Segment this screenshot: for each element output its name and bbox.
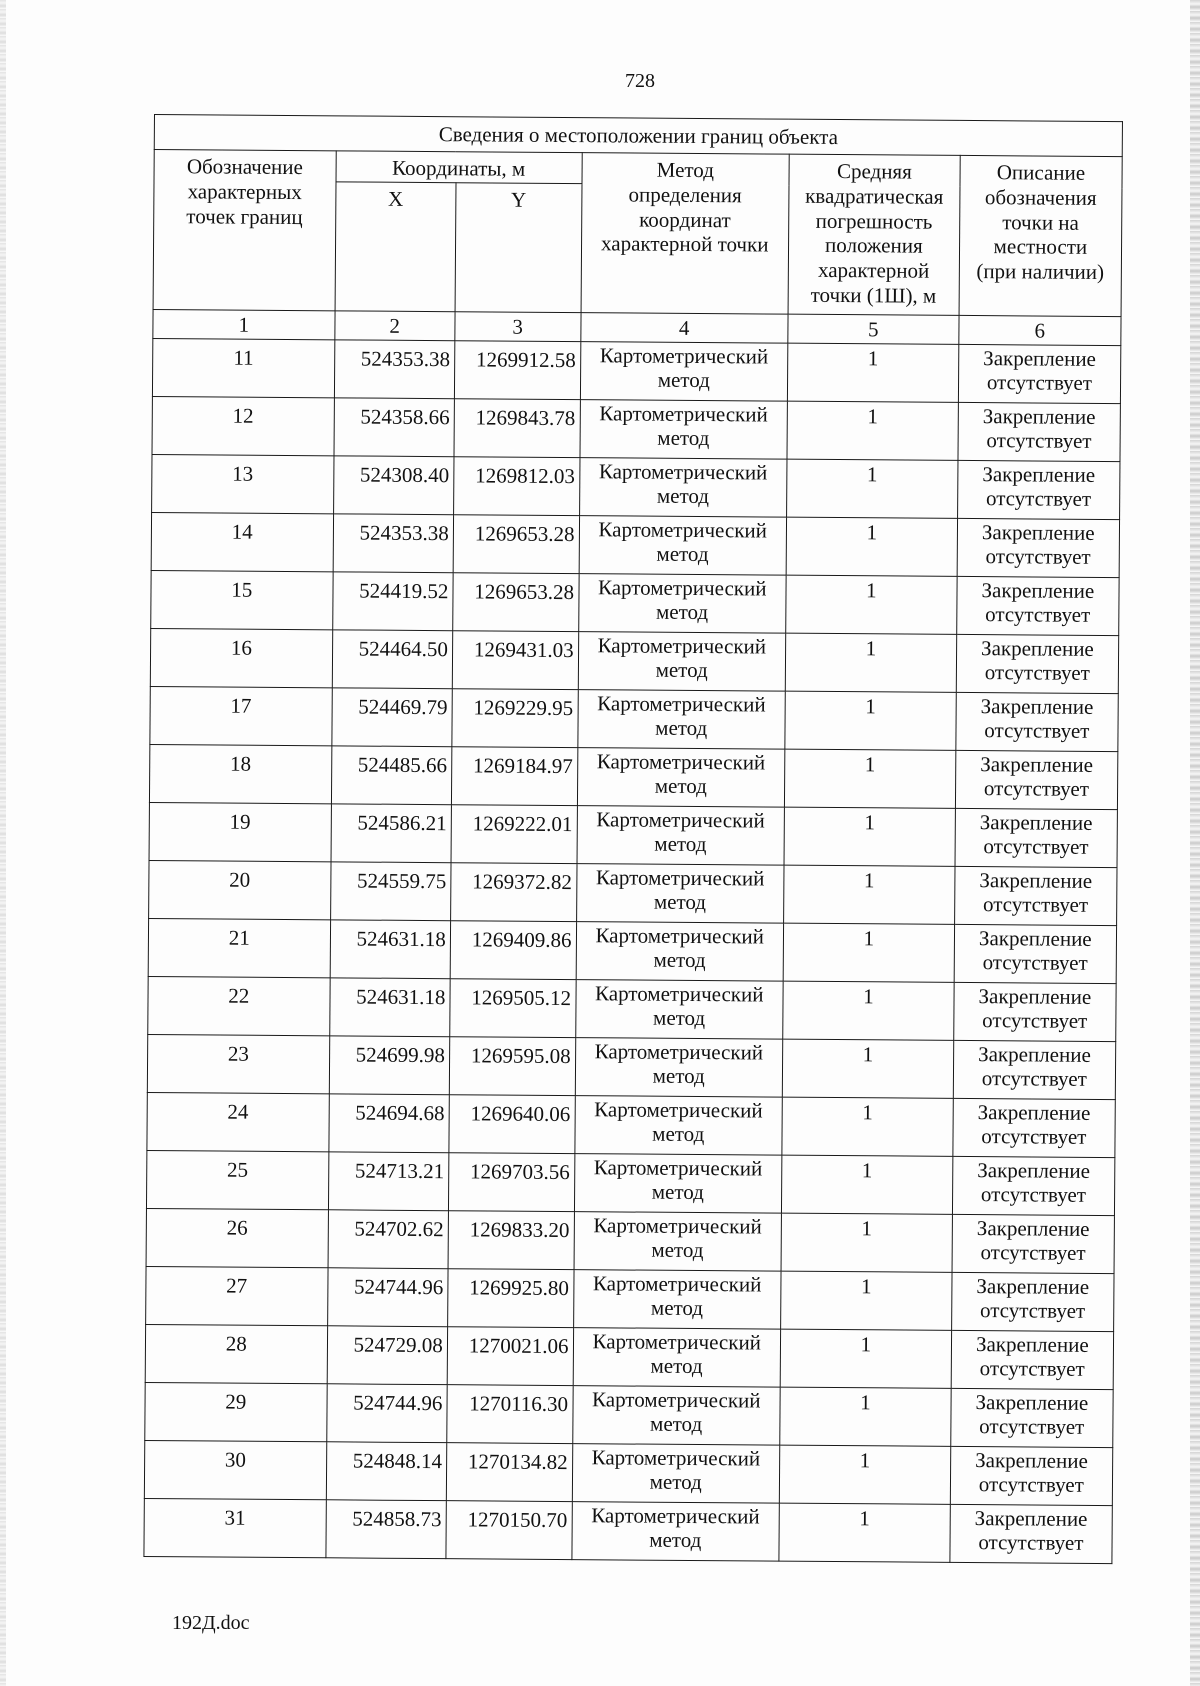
scan-edge-left [0, 0, 6, 1686]
x-coordinate-cell: 524353.38 [334, 340, 455, 399]
column-number: 6 [959, 315, 1121, 345]
description-cell-line: Закрепление [976, 1216, 1090, 1241]
method-cell [577, 806, 785, 866]
table-row [146, 1266, 1114, 1331]
description-cell [950, 1504, 1113, 1563]
y-coordinate-cell: 1269912.58 [454, 341, 580, 400]
point-id-cell: 14 [151, 512, 333, 571]
method-cell [571, 1502, 779, 1562]
column-number: 2 [334, 311, 455, 341]
header-error-line: Средняя [836, 159, 912, 184]
header-method-line: координат [639, 207, 731, 232]
x-coordinate-cell: 524586.21 [331, 804, 452, 863]
description-cell-line: отсутствует [979, 1413, 1085, 1439]
header-error [788, 154, 960, 315]
header-point-line: характерных [187, 179, 302, 204]
method-cell [574, 1154, 782, 1214]
method-cell-line: метод [651, 1237, 704, 1262]
header-point-line: точек границ [186, 203, 303, 229]
point-id-cell: 13 [152, 454, 334, 513]
method-cell [579, 516, 787, 576]
column-number: 1 [153, 309, 335, 339]
error-cell: 1 [779, 1445, 950, 1504]
description-cell-line: Закрепление [980, 694, 1094, 719]
description-cell [953, 1040, 1116, 1099]
description-cell-line: Закрепление [982, 404, 1096, 429]
y-coordinate-cell: 1269653.28 [453, 515, 579, 574]
table-row [145, 1324, 1113, 1389]
header-description-line: обозначения [984, 184, 1097, 210]
description-cell-line: Закрепление [979, 810, 1093, 835]
description-cell [956, 692, 1119, 751]
x-coordinate-cell: 524713.21 [328, 1152, 449, 1211]
method-cell [579, 458, 787, 518]
column-number: 5 [788, 314, 959, 344]
header-description-line: местности [993, 234, 1088, 260]
description-cell [952, 1156, 1115, 1215]
x-coordinate-cell: 524694.68 [328, 1094, 449, 1153]
description-cell [953, 1098, 1116, 1157]
description-cell-line: отсутствует [986, 427, 1092, 453]
method-cell-line: метод [653, 889, 707, 914]
method-cell-line: Картометрический [596, 807, 765, 833]
method-cell-line: метод [654, 773, 707, 798]
point-id-cell: 15 [151, 570, 333, 629]
error-cell: 1 [780, 1329, 951, 1388]
description-cell [956, 576, 1119, 635]
y-coordinate-cell: 1269409.86 [450, 921, 576, 980]
error-cell: 1 [783, 923, 954, 982]
description-cell-line: отсутствует [982, 891, 1089, 917]
point-id-cell: 12 [152, 396, 334, 455]
method-cell-line: метод [651, 1179, 704, 1204]
y-coordinate-cell: 1270150.70 [446, 1501, 572, 1560]
page-number: 728 [625, 70, 655, 92]
header-point [153, 150, 336, 311]
method-cell [573, 1270, 781, 1330]
method-cell [575, 1038, 783, 1098]
boundary-coordinates-table [143, 114, 1123, 1564]
method-cell-line: Картометрический [594, 1097, 763, 1123]
description-cell [957, 518, 1120, 577]
method-cell [573, 1328, 781, 1388]
table-caption: Сведения о местоположении границ объекта [154, 115, 1122, 157]
description-cell [952, 1214, 1115, 1273]
method-cell [580, 400, 788, 460]
y-coordinate-cell: 1269653.28 [453, 573, 579, 632]
error-cell: 1 [779, 1503, 950, 1562]
method-cell-line: метод [656, 541, 709, 566]
description-cell-line: Закрепление [976, 1274, 1090, 1299]
description-cell-line: Закрепление [975, 1332, 1089, 1357]
description-cell-line: отсутствует [984, 717, 1090, 743]
description-cell-line: Закрепление [981, 578, 1095, 603]
description-cell [950, 1446, 1113, 1505]
table-row [151, 512, 1119, 577]
method-cell-line: метод [653, 947, 706, 972]
description-cell [953, 982, 1116, 1041]
method-cell-line: метод [650, 1295, 704, 1320]
description-cell-line: Закрепление [980, 752, 1094, 777]
y-coordinate-cell: 1269372.82 [450, 863, 576, 922]
method-cell-line: метод [650, 1353, 703, 1378]
error-cell: 1 [782, 1097, 953, 1156]
point-id-cell: 29 [145, 1382, 327, 1441]
header-error-line: квадратическая [805, 183, 944, 209]
method-cell-line: Картометрический [599, 401, 768, 427]
method-cell-line: метод [655, 715, 708, 740]
header-description [959, 155, 1122, 316]
error-cell: 1 [781, 1155, 952, 1214]
description-cell-line: отсутствует [981, 1065, 1087, 1091]
point-id-cell: 21 [148, 918, 330, 977]
header-error-line: погрешность [815, 208, 933, 234]
header-coordinates: Координаты, м [336, 151, 582, 184]
point-id-cell: 24 [147, 1092, 329, 1151]
error-cell: 1 [784, 807, 955, 866]
method-cell-line: метод [657, 367, 710, 392]
header-error-line: характерной [817, 257, 930, 283]
error-cell: 1 [787, 343, 958, 402]
point-id-cell: 28 [145, 1324, 327, 1383]
x-coordinate-cell: 524631.18 [329, 978, 450, 1037]
description-cell-line: Закрепление [978, 1042, 1091, 1067]
method-cell [578, 632, 786, 692]
description-cell-line: Закрепление [979, 868, 1093, 893]
header-description-line: Описание [996, 160, 1086, 185]
y-coordinate-cell: 1270021.06 [447, 1327, 573, 1386]
header-description-line: (при наличии) [976, 259, 1105, 285]
x-coordinate-cell: 524699.98 [329, 1036, 450, 1095]
table-row [150, 628, 1118, 693]
method-cell-line: Картометрический [591, 1503, 760, 1529]
method-cell-line: Картометрический [597, 575, 767, 601]
x-coordinate-cell: 524631.18 [330, 920, 451, 979]
method-cell-line: Картометрический [597, 691, 766, 717]
method-cell [578, 574, 786, 634]
header-method-line: характерной точки [601, 231, 769, 257]
point-id-cell: 27 [146, 1266, 328, 1325]
y-coordinate-cell: 1269431.03 [452, 631, 578, 690]
y-coordinate-cell: 1269505.12 [450, 979, 576, 1038]
header-error-line: точки (1Ш), м [810, 282, 937, 308]
method-cell-line: Картометрический [595, 865, 765, 891]
method-cell-line: Картометрический [593, 1155, 763, 1181]
description-cell-line: Закрепление [981, 636, 1094, 661]
method-cell-line: метод [652, 1005, 706, 1030]
x-coordinate-cell: 524848.14 [326, 1442, 447, 1501]
y-coordinate-cell: 1269703.56 [448, 1153, 574, 1212]
description-cell-line: отсутствует [979, 1355, 1085, 1381]
y-coordinate-cell: 1270134.82 [446, 1443, 572, 1502]
x-coordinate-cell: 524419.52 [332, 572, 453, 631]
method-cell-line: метод [656, 483, 710, 508]
method-cell-line: метод [655, 657, 708, 682]
error-cell: 1 [786, 459, 957, 518]
error-cell: 1 [785, 633, 956, 692]
method-cell-line: Картометрический [591, 1445, 761, 1471]
point-id-cell: 31 [144, 1498, 326, 1557]
y-coordinate-cell: 1269222.01 [451, 805, 577, 864]
method-cell [575, 980, 783, 1040]
description-cell-line: отсутствует [985, 485, 1092, 511]
header-error-line: положения [824, 233, 923, 258]
table-row [152, 454, 1120, 519]
header-x: X [335, 182, 456, 312]
description-cell-line: отсутствует [984, 659, 1090, 685]
description-cell [951, 1272, 1114, 1331]
x-coordinate-cell: 524353.38 [333, 514, 454, 573]
method-cell [574, 1212, 782, 1272]
point-id-cell: 30 [144, 1440, 326, 1499]
method-cell-line: метод [657, 425, 710, 450]
description-cell [957, 460, 1120, 519]
description-cell-line: отсутствует [983, 775, 1090, 801]
description-cell-line: отсутствует [980, 1239, 1086, 1265]
method-cell-line: Картометрический [598, 459, 768, 485]
point-id-cell: 19 [149, 802, 331, 861]
description-cell [956, 634, 1119, 693]
description-cell-line: отсутствует [983, 833, 1089, 859]
method-cell [577, 690, 785, 750]
description-cell [955, 808, 1118, 867]
y-coordinate-cell: 1269925.80 [447, 1269, 573, 1328]
description-cell-line: Закрепление [982, 462, 1096, 487]
description-cell-line: отсутствует [982, 1007, 1088, 1033]
table-row [147, 1034, 1115, 1099]
header-method-line: определения [628, 182, 742, 208]
table-row [148, 976, 1116, 1041]
table-row [147, 1092, 1115, 1157]
table-row [144, 1498, 1112, 1563]
point-id-cell: 22 [148, 976, 330, 1035]
table-row [150, 686, 1118, 751]
description-cell [950, 1388, 1113, 1447]
method-cell-line: Картометрический [594, 1039, 764, 1065]
error-cell: 1 [781, 1271, 952, 1330]
table-row [149, 802, 1117, 867]
description-cell-line: Закрепление [977, 1100, 1091, 1125]
description-cell-line: отсутствует [985, 601, 1091, 627]
method-cell [572, 1444, 780, 1504]
error-cell: 1 [787, 401, 958, 460]
table-row [148, 918, 1116, 983]
header-point-line: Обозначение [186, 154, 303, 180]
table-row [146, 1208, 1114, 1273]
description-cell-line: Закрепление [975, 1448, 1088, 1473]
x-coordinate-cell: 524469.79 [331, 688, 452, 747]
method-cell-line: метод [649, 1469, 702, 1494]
x-coordinate-cell: 524308.40 [333, 456, 454, 515]
x-coordinate-cell: 524358.66 [334, 398, 455, 457]
error-cell: 1 [783, 865, 954, 924]
description-cell-line: отсутствует [978, 1471, 1084, 1497]
method-cell [572, 1386, 780, 1446]
method-cell-line: метод [650, 1411, 703, 1436]
header-method-line: Метод [656, 157, 715, 183]
point-id-cell: 23 [147, 1034, 329, 1093]
x-coordinate-cell: 524858.73 [325, 1500, 446, 1559]
table-row [144, 1440, 1112, 1505]
header-method [581, 153, 790, 315]
description-cell-line: отсутствует [980, 1181, 1087, 1207]
description-cell-line: отсутствует [985, 543, 1091, 569]
description-cell [954, 924, 1117, 983]
point-id-cell: 25 [146, 1150, 328, 1209]
description-cell [958, 344, 1121, 403]
method-cell [577, 748, 785, 808]
point-id-cell: 17 [150, 686, 332, 745]
description-cell-line: отсутствует [986, 369, 1093, 395]
y-coordinate-cell: 1269184.97 [451, 747, 577, 806]
table-row [152, 338, 1120, 403]
table-row [152, 396, 1120, 461]
error-cell: 1 [786, 517, 957, 576]
description-cell [955, 750, 1118, 809]
description-cell-line: отсутствует [982, 949, 1088, 975]
y-coordinate-cell: 1269595.08 [449, 1037, 575, 1096]
method-cell-line: Картометрический [592, 1271, 762, 1297]
description-cell-line: Закрепление [983, 346, 1097, 371]
header-y: Y [455, 183, 582, 313]
scan-edge-right [1190, 0, 1200, 1686]
x-coordinate-cell: 524485.66 [331, 746, 452, 805]
description-cell-line: Закрепление [981, 520, 1095, 545]
error-cell: 1 [784, 749, 955, 808]
y-coordinate-cell: 1269833.20 [448, 1211, 574, 1270]
error-cell: 1 [783, 981, 954, 1040]
description-cell-line: Закрепление [978, 926, 1092, 951]
method-cell-line: Картометрический [595, 923, 765, 949]
description-cell [958, 402, 1121, 461]
method-cell-line: Картометрический [596, 749, 766, 775]
method-cell-line: метод [654, 831, 707, 856]
method-cell [580, 342, 788, 402]
table-body [144, 338, 1121, 1563]
method-cell-line: Картометрический [592, 1387, 761, 1413]
header-description-line: точки на [1002, 209, 1080, 235]
y-coordinate-cell: 1269812.03 [453, 457, 579, 516]
method-cell-line: Картометрический [592, 1329, 762, 1355]
point-id-cell: 26 [146, 1208, 328, 1267]
point-id-cell: 11 [152, 338, 334, 397]
error-cell: 1 [781, 1213, 952, 1272]
description-cell-line: отсутствует [981, 1123, 1087, 1149]
footer-filename: 192Д.doc [172, 1612, 250, 1634]
table-row [151, 570, 1119, 635]
method-cell-line: Картометрический [598, 517, 768, 543]
boundary-table-wrapper [143, 114, 1123, 1564]
x-coordinate-cell: 524702.62 [328, 1210, 449, 1269]
error-cell: 1 [786, 575, 957, 634]
error-cell: 1 [782, 1039, 953, 1098]
method-cell-line: метод [652, 1121, 705, 1146]
error-cell: 1 [780, 1387, 951, 1446]
method-cell [576, 922, 784, 982]
y-coordinate-cell: 1270116.30 [447, 1385, 573, 1444]
description-cell [954, 866, 1117, 925]
column-number: 4 [580, 313, 788, 344]
x-coordinate-cell: 524559.75 [330, 862, 451, 921]
method-cell-line: Картометрический [594, 981, 764, 1007]
table-row [145, 1382, 1113, 1447]
y-coordinate-cell: 1269640.06 [449, 1095, 575, 1154]
x-coordinate-cell: 524729.08 [327, 1326, 448, 1385]
point-id-cell: 16 [150, 628, 332, 687]
x-coordinate-cell: 524744.96 [327, 1268, 448, 1327]
description-cell-line: отсутствует [978, 1529, 1084, 1555]
description-cell-line: отсутствует [979, 1297, 1086, 1323]
method-cell [576, 864, 784, 924]
method-cell-line: метод [655, 599, 709, 624]
description-cell-line: Закрепление [977, 1158, 1091, 1183]
x-coordinate-cell: 524464.50 [332, 630, 453, 689]
column-number: 3 [455, 312, 581, 342]
method-cell-line: Картометрический [597, 633, 767, 659]
method-cell-line: Картометрический [599, 343, 769, 369]
point-id-cell: 20 [149, 860, 331, 919]
method-cell-line: метод [652, 1063, 705, 1088]
y-coordinate-cell: 1269843.78 [454, 399, 580, 458]
method-cell-line: метод [649, 1527, 702, 1552]
point-id-cell: 18 [149, 744, 331, 803]
description-cell-line: Закрепление [974, 1506, 1088, 1531]
y-coordinate-cell: 1269229.95 [452, 689, 578, 748]
method-cell-line: Картометрический [593, 1213, 762, 1239]
description-cell-line: Закрепление [978, 984, 1092, 1009]
description-cell-line: Закрепление [975, 1390, 1089, 1415]
table-row [146, 1150, 1114, 1215]
method-cell [574, 1096, 782, 1156]
description-cell [951, 1330, 1114, 1389]
error-cell: 1 [785, 691, 956, 750]
table-row [149, 860, 1117, 925]
table-row [149, 744, 1117, 809]
x-coordinate-cell: 524744.96 [326, 1384, 447, 1443]
